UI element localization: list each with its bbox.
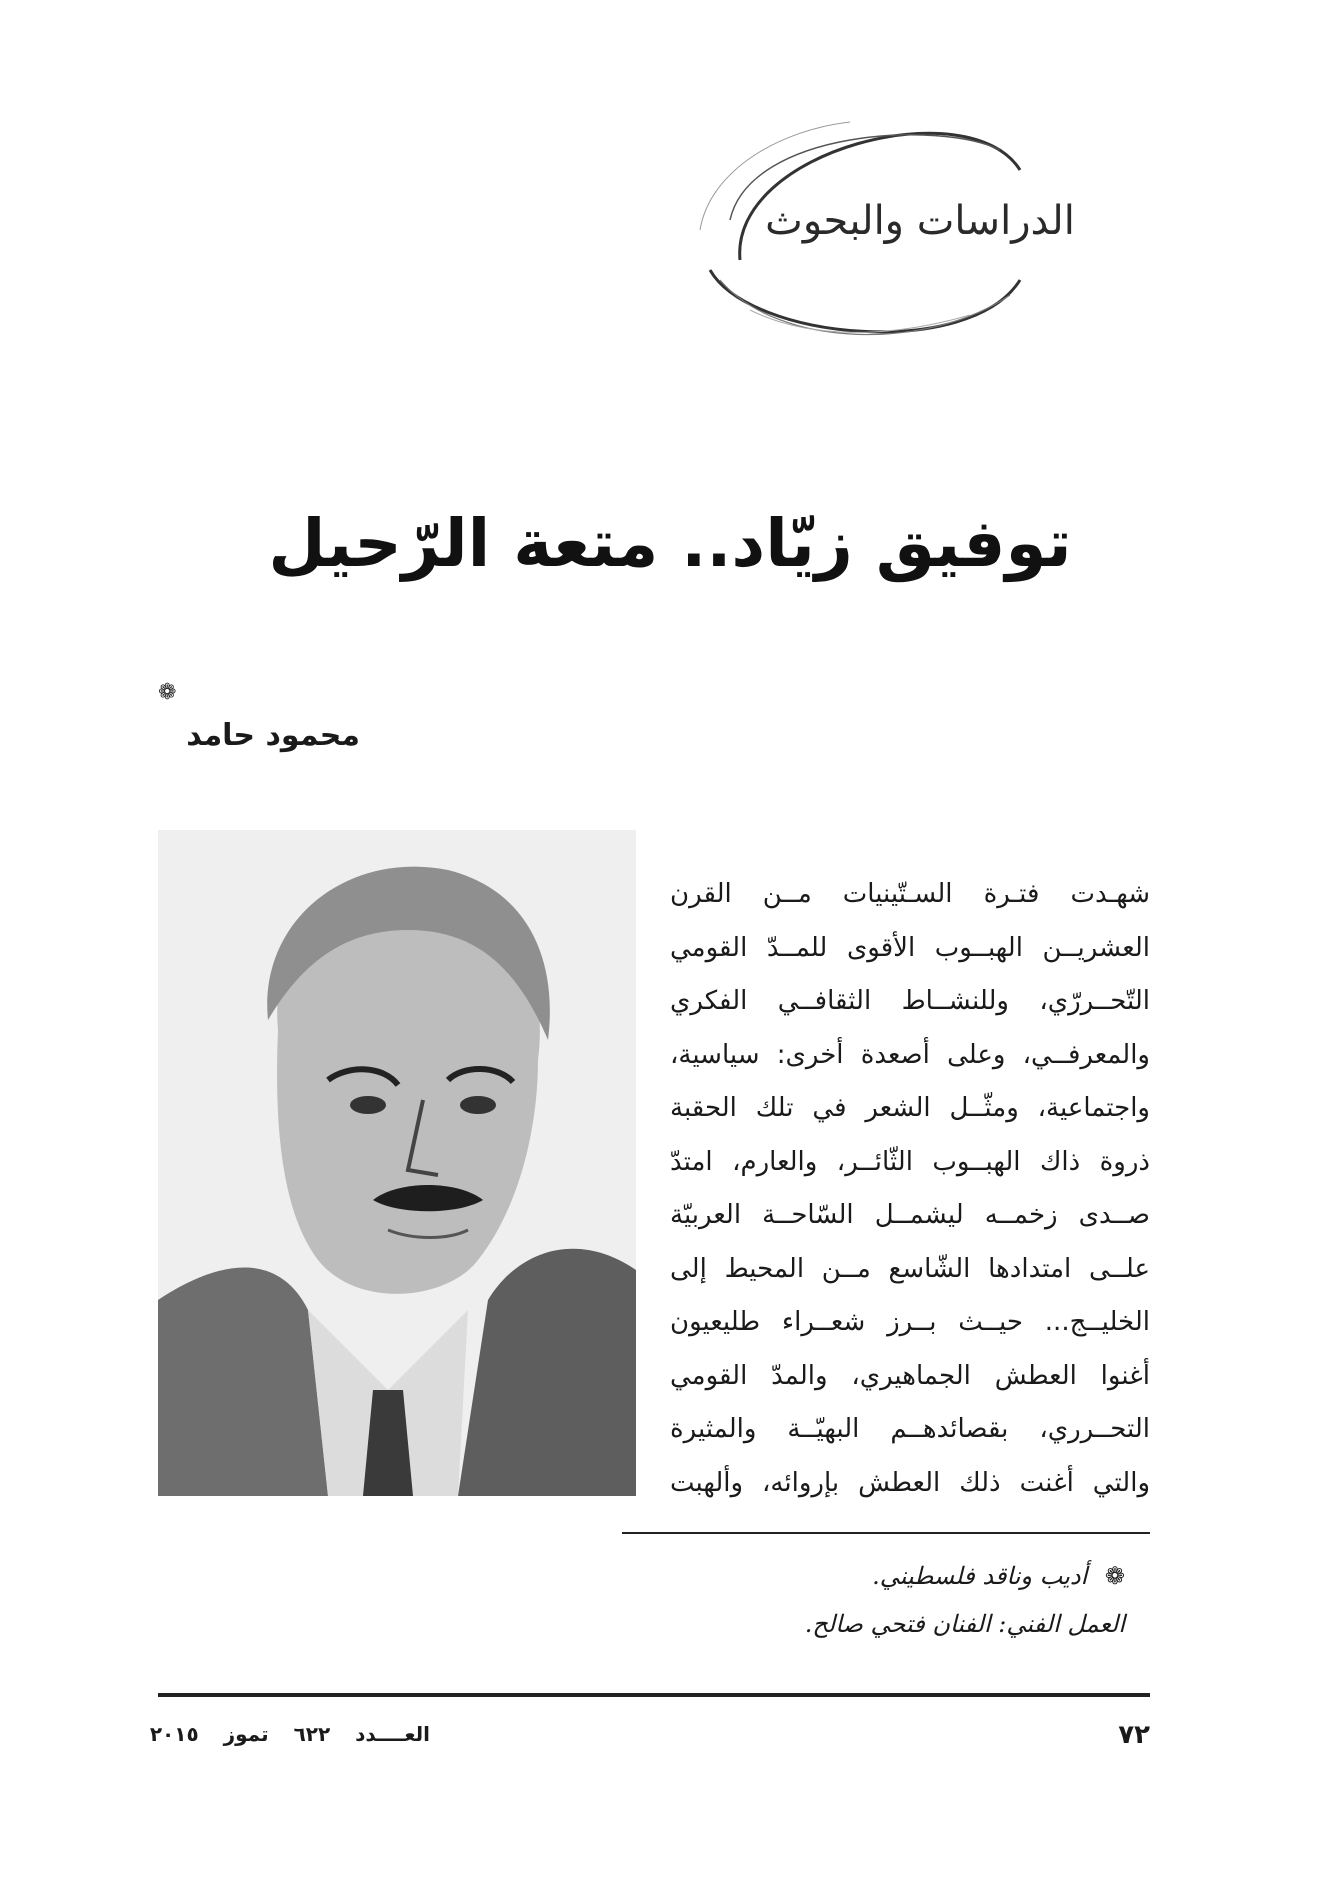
footnote-marker-icon: ❁ <box>1104 1562 1125 1590</box>
body-line: ذروة ذاك الهبــوب الثّائــر، والعارم، امتدّ <box>670 1146 1150 1177</box>
body-line: شهـدت فتـرة السـتّينيات مــن القرن <box>670 879 1150 909</box>
body-line: صــدى زخمــه ليشمــل السّاحــة العربيّة <box>670 1200 1150 1230</box>
body-line: والتي أغنت ذلك العطش بإروائه، وألهبت <box>670 1467 1150 1498</box>
body-line: واجتماعية، ومثّــل الشعر في تلك الحقبة <box>670 1093 1150 1123</box>
footnote-item <box>640 1600 1125 1648</box>
body-line: علــى امتدادها الشّاسع مــن المحيط إلى <box>670 1253 1150 1284</box>
issue-month: تموز <box>223 1722 269 1746</box>
issue-info <box>150 1722 430 1746</box>
footnotes <box>640 1552 1125 1648</box>
section-header-logo <box>690 110 1110 340</box>
footnote-divider <box>622 1532 1150 1534</box>
author-marker-icon: ❁ <box>158 680 177 705</box>
body-line: الخليــج... حيــث بــرز شعــراء طليعيون <box>670 1307 1150 1337</box>
article-body <box>670 868 1150 1510</box>
portrait-sketch-image <box>158 830 636 1496</box>
issue-year: ٢٠١٥ <box>149 1722 199 1746</box>
issue-number: ٦٢٢ <box>293 1722 331 1746</box>
section-label: الدراسات والبحوث <box>765 198 1075 244</box>
article-title: توفيق زيّاد.. متعة الرّحيل <box>268 505 1072 582</box>
body-line: أغنوا العطش الجماهيري، والمدّ القومي <box>670 1360 1150 1391</box>
footer-divider <box>158 1693 1150 1697</box>
footnote-text: أديب وناقد فلسطيني. <box>872 1562 1088 1590</box>
portrait-sketch-icon <box>158 830 636 1496</box>
body-line: التحــرري، بقصائدهــم البهيّــة والمثيرة <box>670 1414 1150 1444</box>
footnote-text: العمل الفني: الفنان فتحي صالح. <box>804 1610 1125 1638</box>
issue-label: العــــدد <box>355 1722 430 1746</box>
body-line: العشريــن الهبــوب الأقوى للمــدّ القومي <box>670 932 1150 963</box>
footnote-item <box>640 1552 1125 1600</box>
page-number: ٧٢ <box>1118 1720 1150 1750</box>
author-name: محمود حامد <box>186 718 360 753</box>
body-line: التّحــررّي، وللنشــاط الثقافــي الفكري <box>670 986 1150 1016</box>
body-line: والمعرفــي، وعلى أصعدة أخرى: سياسية، <box>670 1039 1150 1070</box>
